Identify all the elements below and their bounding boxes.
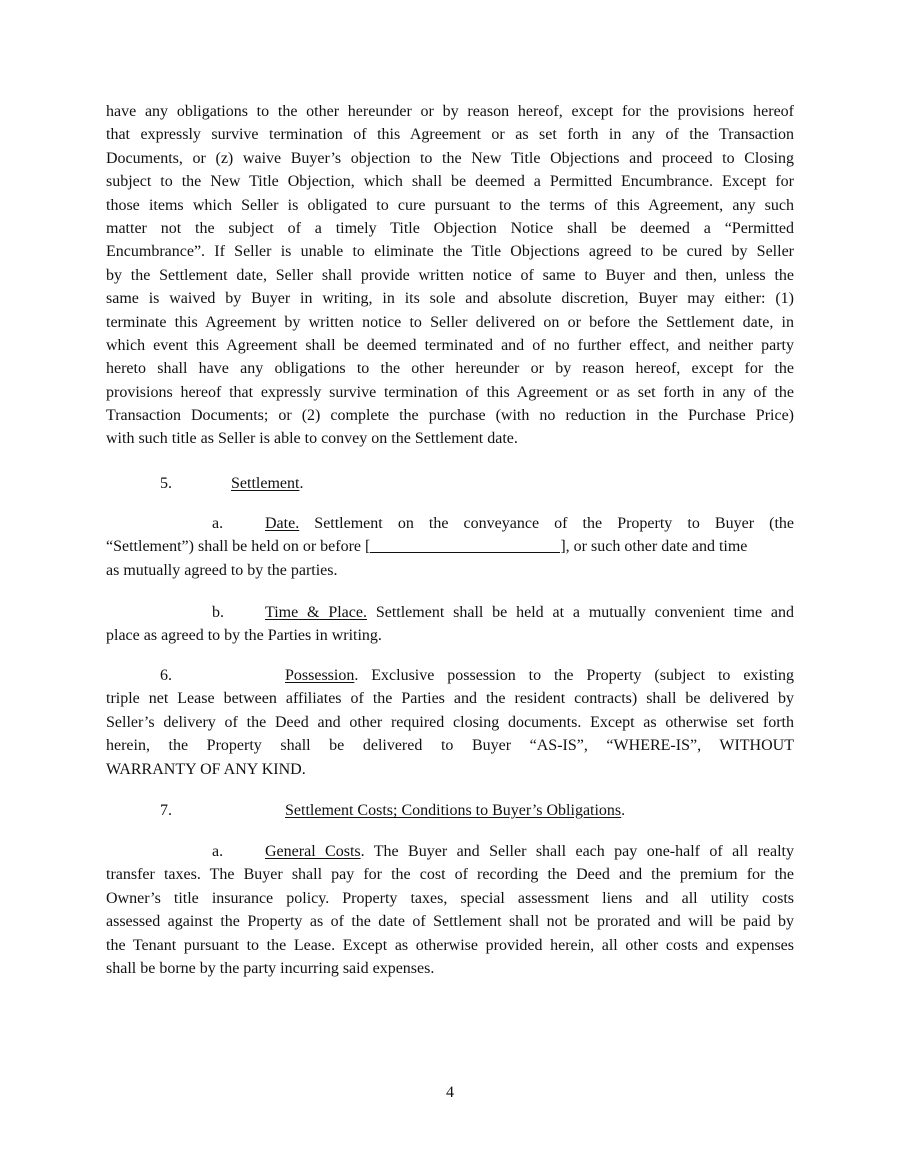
section-5a-date (106, 512, 794, 582)
punctuation: . (621, 802, 626, 819)
item-letter: a. (212, 515, 224, 532)
section-5-heading (106, 472, 794, 496)
text-line: which event this Agreement shall be deemed terminated and of no further effect, and neither party (106, 336, 794, 354)
section-7a-general-costs (106, 840, 794, 980)
text-line: provisions hereof that expressly survive termination of this Agreement or as set forth in any of the (106, 383, 794, 401)
item-text: Settlement shall be held at a mutually convenient time and (367, 604, 795, 621)
section-7-heading (106, 799, 794, 823)
section-number: 5. (160, 475, 172, 492)
text-line: WARRANTY OF ANY KIND. (106, 760, 306, 778)
text-line: Owner’s title insurance policy. Property taxes, special assessment liens and all utility costs (106, 889, 794, 907)
text-line: have any obligations to the other hereunder or by reason hereof, except for the provisions hereof (106, 103, 794, 120)
text-line: assessed against the Property as of the date of Settlement shall not be prorated and will be paid by (106, 913, 794, 931)
text-line: terminate this Agreement by written notice to Seller delivered on or before the Settlement date, in (106, 313, 794, 331)
item-title: Time & Place. (265, 604, 367, 621)
text-line: transfer taxes. The Buyer shall pay for the cost of recording the Deed and the premium for the (106, 866, 794, 884)
item-text: ], or such other date and time (560, 538, 748, 556)
text-line: by the Settlement date, Seller shall provide written notice of same to Buyer and then, unless the (106, 266, 794, 284)
text-line: matter not the subject of a timely Title Objection Notice shall be deemed a “Permitted (106, 219, 794, 237)
section-number: 7. (160, 802, 172, 819)
text-line: the Tenant pursuant to the Lease. Except as otherwise provided herein, all other costs and expenses (106, 936, 794, 954)
item-title: Date. (265, 515, 300, 532)
text-line: Documents, or (z) waive Buyer’s objection to the New Title Objections and proceed to Closing (106, 149, 794, 167)
section-title: Settlement Costs; Conditions to Buyer’s Obligations (285, 802, 622, 819)
item-text: . Exclusive possession to the Property (subject to existing (354, 667, 794, 684)
section-title: Possession (285, 667, 355, 684)
item-title: General Costs (265, 843, 361, 860)
text-line: shall be borne by the party incurring said expenses. (106, 959, 435, 977)
section-5b-time-place (106, 601, 794, 648)
page-number: 4 (446, 1084, 454, 1101)
text-line: as mutually agreed to by the parties. (106, 561, 338, 579)
item-letter: b. (212, 604, 224, 621)
section-title: Settlement (231, 475, 300, 492)
section-number: 6. (160, 667, 172, 684)
text-line: herein, the Property shall be delivered to Buyer “AS-IS”, “WHERE-IS”, WITHOUT (106, 737, 794, 755)
item-text: “Settlement”) shall be held on or before [ (106, 538, 371, 556)
text-line: Transaction Documents; or (2) complete the purchase (with no reduction in the Purchase Price) (106, 407, 794, 425)
paragraph-title-objections (106, 100, 794, 451)
text-line: those items which Seller is obligated to cure pursuant to the terms of this Agreement, any such (106, 196, 794, 214)
text-line: Encumbrance”. If Seller is unable to eliminate the Title Objections agreed to be cured by Seller (106, 243, 794, 261)
text-line: with such title as Seller is able to convey on the Settlement date. (106, 430, 518, 448)
text-line: that expressly survive termination of this Agreement or as set forth in any of the Transaction (106, 126, 794, 144)
section-6-possession (106, 664, 794, 781)
item-letter: a. (212, 843, 224, 860)
punctuation: . (299, 475, 304, 492)
item-text: . The Buyer and Seller shall each pay one-half of all realty (360, 843, 795, 860)
text-line: place as agreed to by the Parties in writing. (106, 627, 382, 645)
text-line: subject to the New Title Objection, which shall be deemed a Permitted Encumbrance. Except for (106, 173, 794, 191)
text-line: Seller’s delivery of the Deed and other required closing documents. Except as otherwise set forth (106, 713, 794, 731)
item-text: Settlement on the conveyance of the Property to Buyer (the (299, 515, 794, 532)
settlement-date-blank[interactable] (370, 537, 560, 553)
text-line: same is waived by Buyer in writing, in its sole and absolute discretion, Buyer may either: (1) (106, 290, 794, 308)
text-line: hereto shall have any obligations to the other hereunder or by reason hereof, except for the (106, 360, 794, 378)
text-line: triple net Lease between affiliates of the Parties and the resident contracts) shall be delivered by (106, 690, 794, 708)
